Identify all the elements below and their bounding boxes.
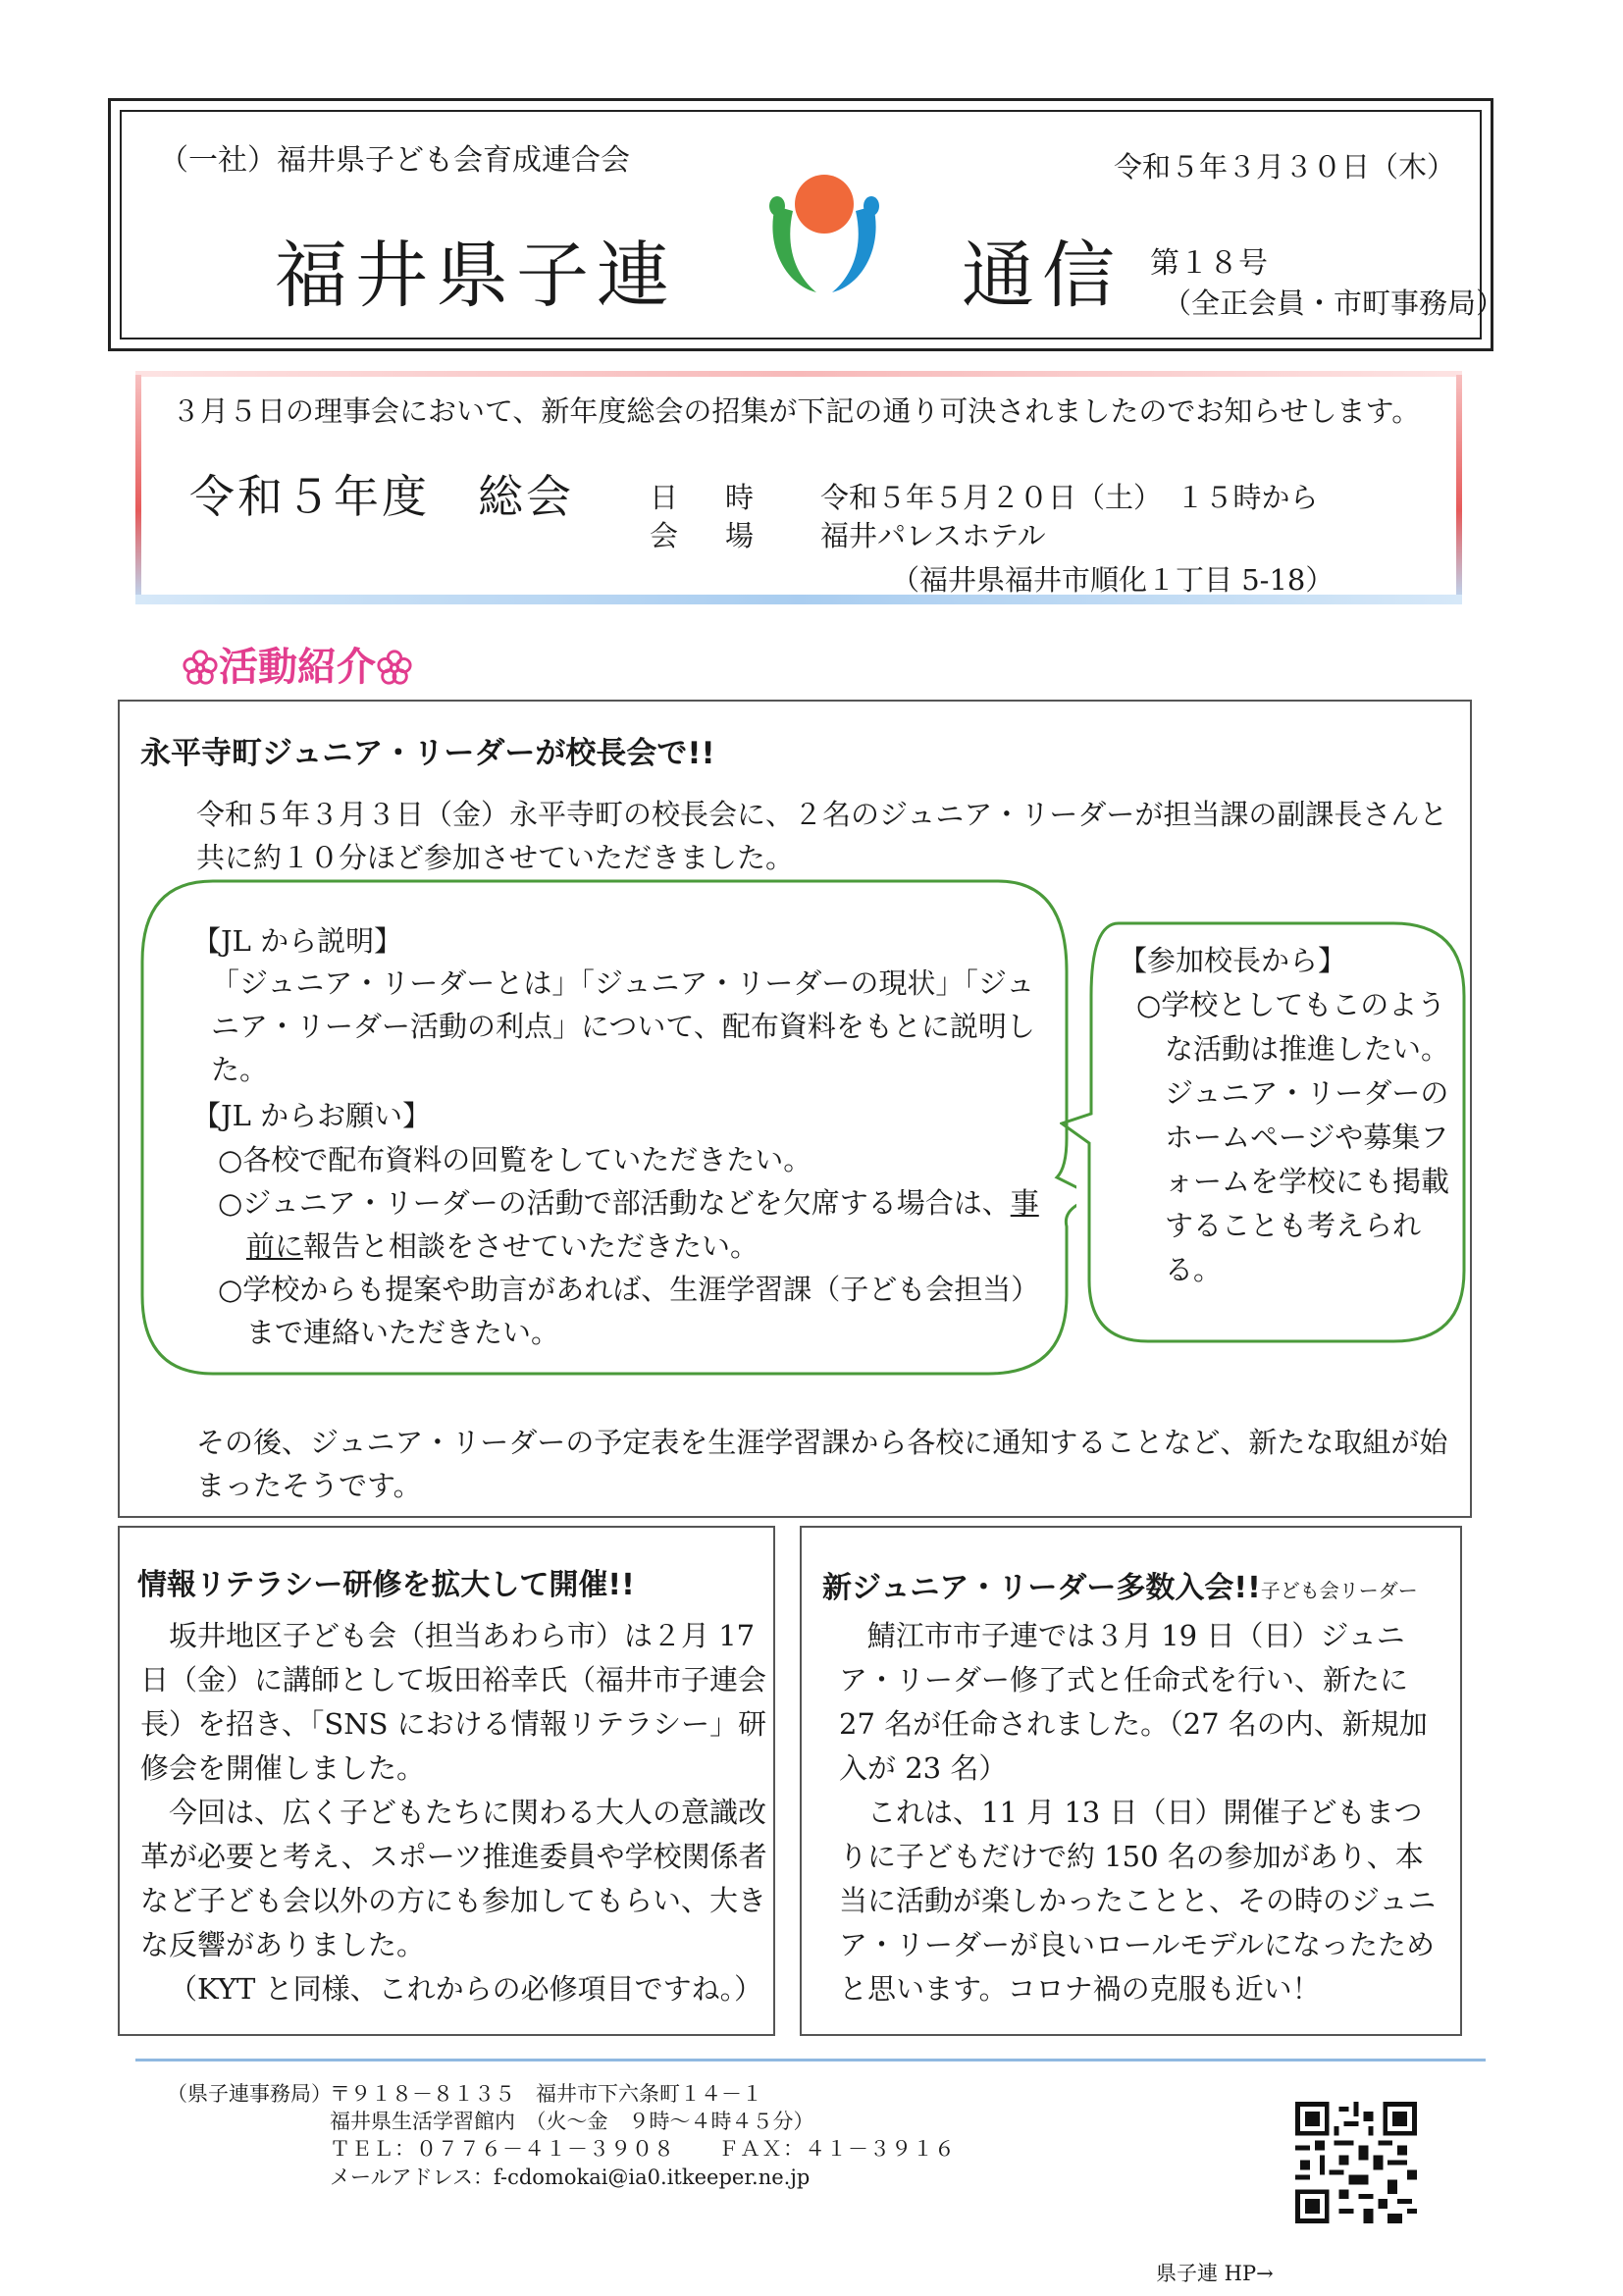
paragraph: これは、11 月 13 日（日）開催子どもまつりに子どもだけで約 150 名の参加があり、本当に活動が楽しかったことと、その時のジュニア・リーダーが良いロールモデルになったためと思います。コロナ禍の克服も近い！ bbox=[839, 1796, 1437, 2006]
qr-code-icon[interactable] bbox=[1295, 2102, 1417, 2223]
newsletter-title-left: 福井県子連 bbox=[275, 234, 677, 318]
paragraph: 鯖江市市子連では３月 19 日（日）ジュニア・リーダー修了式と任命式を行い、新たに 27 名が任命されました。（27 名の内、新規加入が 23 名） bbox=[839, 1619, 1428, 1785]
article-3-title-text: 新ジュニア・リーダー多数入会!! bbox=[822, 1571, 1261, 1605]
article-2-title: 情報リテラシー研修を拡大して開催!! bbox=[137, 1568, 635, 1602]
article-1-title: 永平寺町ジュニア・リーダーが校長会で!! bbox=[140, 736, 715, 771]
datetime-value: 令和５年５月２０日（土） １５時から bbox=[820, 481, 1319, 514]
article-3-body bbox=[839, 1614, 1447, 2011]
article-1-intro: 令和５年３月３日（金）永平寺町の校長会に、２名のジュニア・リーダーが担当課の副課長さんと共に約１０分ほど参加させていただきました。 bbox=[196, 798, 1448, 874]
datetime-label: 日時 bbox=[650, 481, 802, 514]
footer-hall: 福井県生活学習館内 （火～金 ９時～４時４５分） bbox=[330, 2110, 814, 2133]
jl-request-list bbox=[218, 1138, 1062, 1354]
footer-address: 〒９１８－８１３５ 福井市下六条町１４－１ bbox=[330, 2082, 762, 2106]
article-1-closing: その後、ジュニア・リーダーの予定表を生涯学習課から各校に通知することなど、新たな取組が始まったそうです。 bbox=[196, 1426, 1448, 1502]
paragraph: 今回は、広く子どもたちに関わる大人の意識改革が必要と考え、スポーツ推進委員や学校関係者など子ども会以外の方にも参加してもらい、大きな反響がありました。 bbox=[140, 1796, 767, 1961]
homepage-label: 県子連 HP→ bbox=[1156, 2262, 1274, 2285]
principal-body: ○学校としてもこのような活動は推進したい。ジュニア・リーダーのホームページや募集フォームを学校にも掲載することも考えられる。 bbox=[1136, 988, 1450, 1286]
paragraph: （KYT と同様、これからの必修項目ですね。） bbox=[169, 1972, 763, 2006]
footer-divider bbox=[135, 2059, 1486, 2061]
article-2-body bbox=[140, 1614, 768, 2011]
jl-request-item bbox=[218, 1181, 1062, 1268]
jl-request-text: ○ジュニア・リーダーの活動で部活動などを欠席する場合は、 bbox=[218, 1186, 1011, 1220]
venue-address: （福井県福井市順化１丁目 5-18） bbox=[891, 563, 1335, 597]
venue-value: 福井パレスホテル bbox=[820, 519, 1046, 552]
jl-request-item: ○学校からも提案や助言があれば、生涯学習課（子ども会担当）まで連絡いただきたい。 bbox=[218, 1273, 1040, 1349]
meeting-title: 令和５年度 総会 bbox=[189, 470, 574, 523]
jl-explain-heading: 【JL から説明】 bbox=[192, 924, 403, 958]
jl-request-text: 報告と相談をさせていただきたい。 bbox=[303, 1229, 759, 1263]
audience-label: （全正会員・市町事務局） bbox=[1163, 287, 1505, 320]
kodomokai-logo bbox=[756, 167, 893, 304]
footer-tel-fax: ＴＥＬ：０７７６－４１－３９０８ ＦＡＸ：４１－３９１６ bbox=[330, 2137, 956, 2161]
flower-icon bbox=[182, 649, 219, 686]
venue-label: 会場 bbox=[650, 519, 802, 552]
issue-date: 令和５年３月３０日（木） bbox=[1114, 150, 1456, 183]
paragraph: 坂井地区子ども会（担当あわら市）は２月 17 日（金）に講師として坂田裕幸氏（福井市子連会長）を招き、「SNS における情報リテラシー」研修会を開催しました。 bbox=[140, 1619, 767, 1785]
footer-office-label: （県子連事務局） bbox=[167, 2082, 332, 2106]
notice-intro: ３月５日の理事会において、新年度総会の招集が下記の通り可決されましたのでお知らせします。 bbox=[172, 394, 1421, 428]
principal-heading: 【参加校長から】 bbox=[1119, 944, 1347, 977]
article-3-title bbox=[822, 1563, 1418, 1606]
notice-border-top bbox=[135, 371, 1462, 377]
activity-section-heading bbox=[182, 636, 413, 692]
jl-request-item: ○各校で配布資料の回覧をしていただきたい。 bbox=[218, 1143, 812, 1176]
notice-border-right bbox=[1456, 375, 1462, 600]
activity-heading-text: 活動紹介 bbox=[219, 645, 376, 690]
article-3-subtitle: 子ども会リーダー bbox=[1260, 1579, 1418, 1602]
newsletter-title-right: 通信 bbox=[962, 234, 1123, 318]
organization-name: （一社）福井県子ども会育成連合会 bbox=[159, 143, 630, 178]
footer-email[interactable]: メールアドレス：f-cdomokai@ia0.itkeeper.ne.jp bbox=[330, 2166, 811, 2189]
issue-number: 第１８号 bbox=[1150, 246, 1268, 281]
jl-request-heading: 【JL からお願い】 bbox=[192, 1099, 432, 1132]
jl-explain-body: 「ジュニア・リーダーとは」「ジュニア・リーダーの現状」「ジュニア・リーダー活動の利点」について、配布資料をもとに説明した。 bbox=[211, 966, 1035, 1086]
notice-border-left bbox=[135, 375, 141, 600]
jl-request-underlined: 事前に bbox=[246, 1186, 1039, 1263]
flower-icon bbox=[376, 649, 413, 686]
